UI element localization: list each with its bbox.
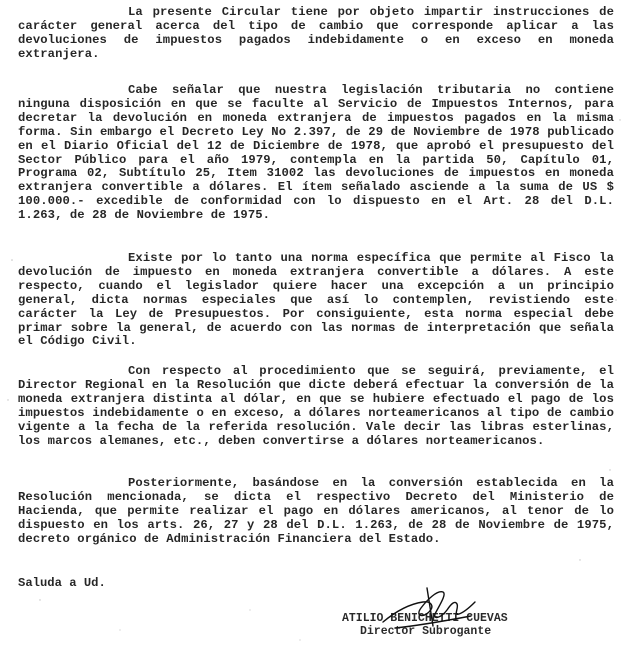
paragraph-procedure: Con respecto al procedimiento que se seguirá, previamente, el Director Regional en la Resolución que dicte deberá efectuar la conversión de la moneda extranjera distinta al dólar, en que se hubiere efectuado el pago de los impuestos indebidamente o en exceso, a dólares norteamericanos al tipo de cambio vigente a la fecha de la referida resolución. Vale decir las libras esterlinas, los marcos alemanes, etc., deben convertirse a dólares norteamericanos.: [18, 364, 614, 448]
paragraph-intro: La presente Circular tiene por objeto impartir instrucciones de carácter general acerca del tipo de cambio que corresponde aplicar a las devoluciones de impuestos pagados indebidamente o en exceso en moneda extranjera.: [18, 5, 614, 61]
paragraph-specific-norm: Existe por lo tanto una norma específica que permite al Fisco la devolución de impuesto en moneda extranjera convertible a dólares. A este respecto, cuando el legislador quiere hacer una excepción a un principio general, dicta normas especiales que así lo contemplen, revistiendo este carácter la Ley de Presupuestos. Por consiguiente, esta norma especial debe primar sobre la general, de acuerdo con las normas de interpretación que señala el Código Civil.: [18, 251, 614, 349]
paragraph-legislation: Cabe señalar que nuestra legislación tributaria no contiene ninguna disposición en que se faculte al Servicio de Impuestos Internos, para decretar la devolución en moneda extranjera de impuestos pagados en la misma forma. Sin embargo el Decreto Ley No 2.397, de 29 de Noviembre de 1978 publicado en el Diario Oficial del 12 de Diciembre de 1978, que aprobó el presupuesto del Sector Público para el año 1979, contempla en la partida 50, Capítulo 01, Programa 02, Subtítulo 25, Item 31002 las devoluciones de impuestos en moneda extranjera convertible a dólares. El ítem señalado asciende a la suma de US $ 100.000.- excedible de conformidad con lo dispuesto en el Art. 28 del D.L. 1.263, de 28 de Noviembre de 1975.: [18, 83, 614, 223]
signatory-name: ATILIO BENICHETTI CUEVAS: [342, 612, 508, 625]
closing-salutation: Saluda a Ud.: [18, 576, 106, 590]
signatory-title: Director Subrogante: [360, 625, 492, 638]
paragraph-decree: Posteriormente, basándose en la conversión establecida en la Resolución mencionada, se dicta el respectivo Decreto del Ministerio de Hacienda, que permite realizar el pago en dólares americanos, al tenor de lo dispuesto en los arts. 26, 27 y 28 del D.L. 1.263, de 28 de Noviembre de 1975, decreto orgánico de Administración Financiera del Estado.: [18, 476, 614, 546]
signature-block: [340, 612, 580, 638]
